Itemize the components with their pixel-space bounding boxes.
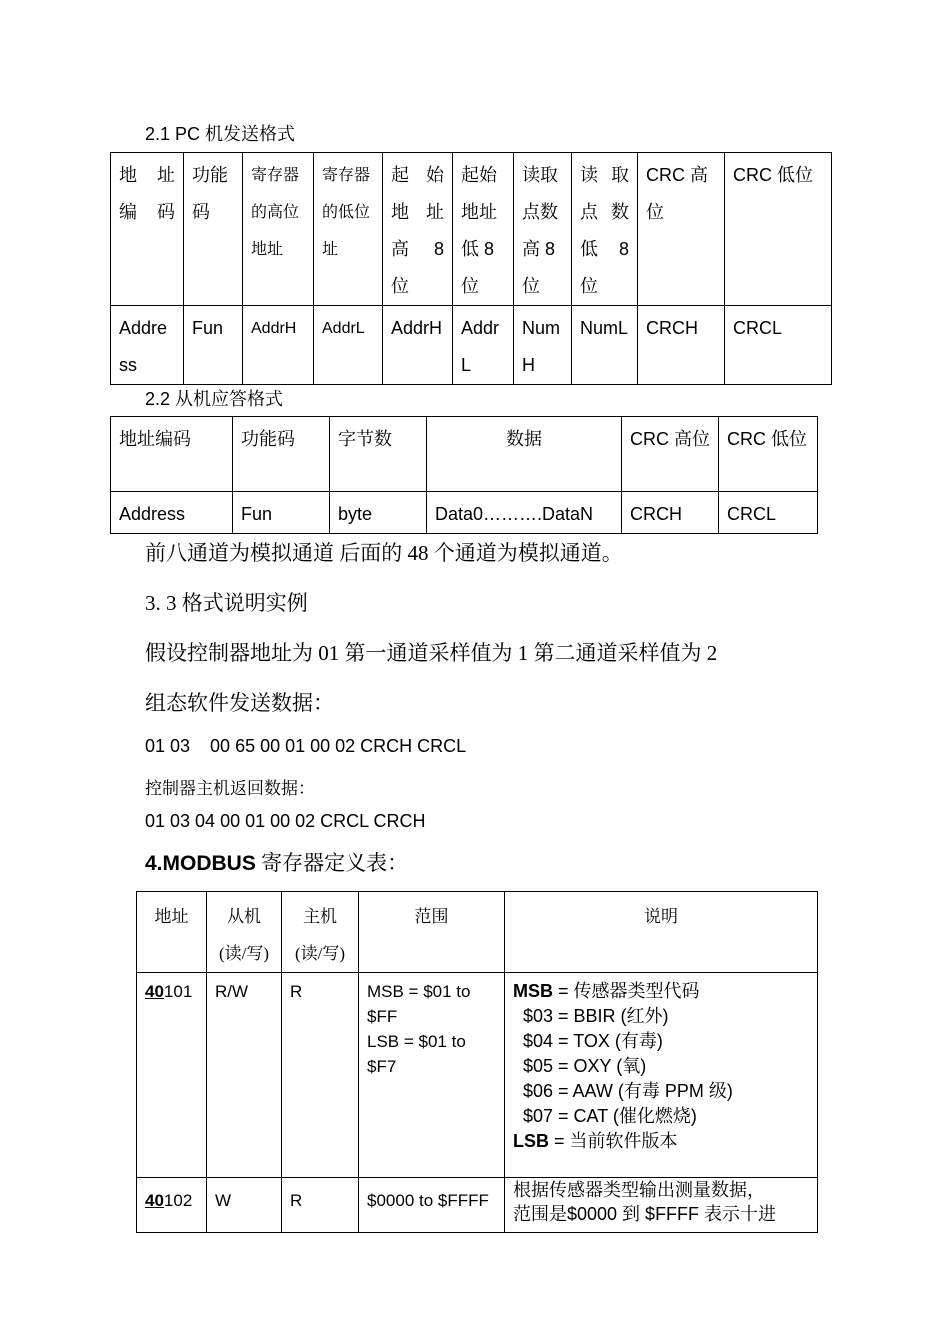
value-cell: CRCL <box>719 492 818 534</box>
value-cell: Data0……….DataN <box>427 492 622 534</box>
header-cell: 地址编码 <box>111 417 233 492</box>
header-cell: 功能码 <box>233 417 330 492</box>
send-bytes: 01 03 00 65 00 01 00 02 CRCH CRCL <box>145 736 467 756</box>
return-data-label: 控制器主机返回数据： <box>145 779 315 798</box>
register-address: 40101 <box>137 973 207 1178</box>
header-desc: 说明 <box>505 892 818 973</box>
header-cell: 读 取 点 数 低 8 位 <box>572 153 638 306</box>
slave-access: W <box>207 1178 282 1233</box>
modbus-header-row <box>137 892 818 973</box>
header-cell: 寄存器的低位址 <box>314 153 383 306</box>
section-4-bold: 4.MODBUS <box>145 852 256 875</box>
reply-format-table <box>110 416 818 534</box>
send-data-label: 组态软件发送数据： <box>145 691 334 715</box>
register-description: 根据传感器类型输出测量数据， 范围是$0000 到 $FFFF 表示十进 <box>505 1178 818 1233</box>
section-3-3-heading: 3. 3 格式说明实例 <box>145 591 308 615</box>
return-bytes: 01 03 04 00 01 00 02 CRCL CRCH <box>145 811 426 831</box>
header-cell: CRC 低位 <box>725 153 832 306</box>
header-cell: 功能码 <box>184 153 243 306</box>
header-cell: 地 址 编码 <box>111 153 184 306</box>
value-cell: CRCL <box>725 306 832 385</box>
section-2-2-heading: 2.2 从机应答格式 <box>145 389 284 409</box>
send-header-row <box>111 153 832 306</box>
send-value-row <box>111 306 832 385</box>
slave-access: R/W <box>207 973 282 1178</box>
table-row <box>137 973 818 1178</box>
value-cell: AddrL <box>314 306 383 385</box>
register-description: MSB = 传感器类型代码 $03 = BBIR (红外) $04 = TOX (有毒) $05 = OXY (氧) $06 = AAW (有毒 PPM 级) $07 = CAT (催化燃烧) LSB = 当前软件版本 <box>505 973 818 1178</box>
reply-value-row <box>111 492 818 534</box>
header-range: 范围 <box>359 892 505 973</box>
modbus-register-table <box>136 891 818 1233</box>
value-cell: NumL <box>572 306 638 385</box>
value-cell: CRCH <box>622 492 719 534</box>
register-range: MSB = $01 to $FF LSB = $01 to $F7 <box>359 973 505 1178</box>
header-slave: 从机 (读/写) <box>207 892 282 973</box>
value-cell: CRCH <box>638 306 725 385</box>
value-cell: byte <box>330 492 427 534</box>
table-row <box>137 1178 818 1233</box>
section-4-rest: 寄存器定义表： <box>255 851 409 875</box>
header-addr: 地址 <box>137 892 207 973</box>
reply-header-row <box>111 417 818 492</box>
header-cell: 起 始 地 址 高 8 位 <box>383 153 453 306</box>
value-cell: AddrH <box>383 306 453 385</box>
header-cell: 数据 <box>427 417 622 492</box>
master-access: R <box>282 1178 359 1233</box>
master-access: R <box>282 973 359 1178</box>
register-address: 40102 <box>137 1178 207 1233</box>
value-cell: AddrH <box>243 306 314 385</box>
section-4-heading <box>145 847 408 877</box>
header-cell: 起始地址低 8 位 <box>453 153 514 306</box>
send-format-table <box>110 152 832 385</box>
register-range: $0000 to $FFFF <box>359 1178 505 1233</box>
header-cell: CRC 高位 <box>638 153 725 306</box>
value-cell: Address <box>111 306 184 385</box>
header-cell: 寄存器的高位地址 <box>243 153 314 306</box>
assumption-paragraph: 假设控制器地址为 01 第一通道采样值为 1 第二通道采样值为 2 <box>145 641 718 665</box>
value-cell: Address <box>111 492 233 534</box>
header-master: 主机 (读/写) <box>282 892 359 973</box>
section-2-1-heading: 2.1 PC 机发送格式 <box>145 124 296 144</box>
header-cell: CRC 高位 <box>622 417 719 492</box>
header-cell: 读取点数高 8 位 <box>514 153 572 306</box>
channels-paragraph: 前八通道为模拟通道 后面的 48 个通道为模拟通道。 <box>145 541 623 565</box>
value-cell: Fun <box>233 492 330 534</box>
header-cell: 字节数 <box>330 417 427 492</box>
value-cell: NumH <box>514 306 572 385</box>
value-cell: Fun <box>184 306 243 385</box>
value-cell: AddrL <box>453 306 514 385</box>
header-cell: CRC 低位 <box>719 417 818 492</box>
